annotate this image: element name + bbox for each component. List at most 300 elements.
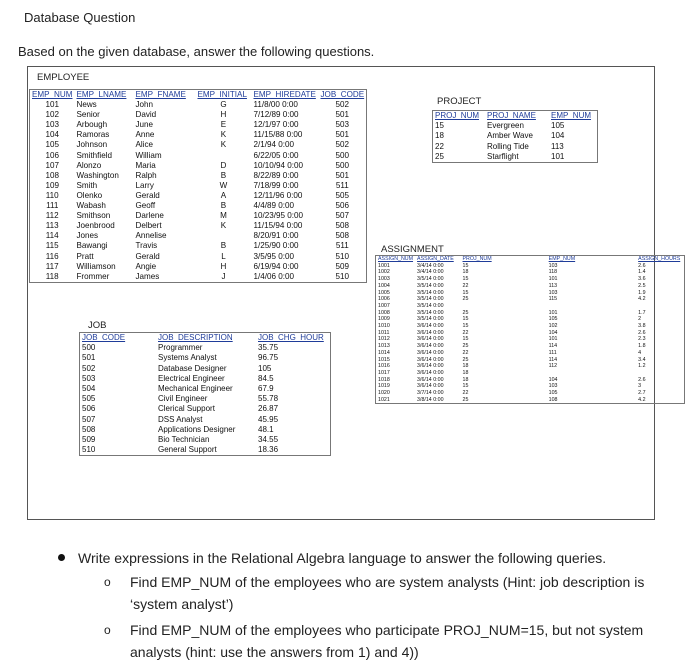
table-cell: Ralph <box>135 170 157 180</box>
table-cell: 1005 <box>378 289 390 296</box>
table-cell: 504 <box>82 384 96 394</box>
table-cell: 2.6 <box>638 262 646 269</box>
column-header: EMP_INITIAL <box>197 90 247 99</box>
table-cell: 2.6 <box>638 329 646 336</box>
table-cell: 1004 <box>378 282 390 289</box>
table-cell: 3/5/95 0:00 <box>253 251 294 261</box>
table-row <box>376 330 685 337</box>
table-cell: 25 <box>462 356 469 363</box>
table-cell: 3/6/14 0:00 <box>417 349 444 356</box>
table-cell: 48.1 <box>258 424 274 434</box>
table-cell: 114 <box>45 231 59 241</box>
table-cell: 110 <box>45 190 59 200</box>
table-cell: 3/8/14 0:00 <box>417 396 444 403</box>
column-header: ASSIGN_DATE <box>417 256 454 262</box>
table-row <box>80 374 331 384</box>
table-row <box>30 161 367 171</box>
table-row <box>433 131 598 141</box>
table-cell: 1001 <box>378 262 390 269</box>
table-cell: 15 <box>462 336 469 343</box>
table-cell: Olenko <box>76 190 103 200</box>
table-cell: 1009 <box>378 316 390 323</box>
sub-bullet-icon: o <box>104 623 111 637</box>
table-cell: J <box>221 271 226 281</box>
table-row <box>376 323 685 330</box>
table-row <box>376 316 685 323</box>
table-row <box>376 383 685 390</box>
table-cell: 2.6 <box>638 376 646 383</box>
table-row <box>376 397 685 404</box>
column-header: EMP_LNAME <box>76 90 127 99</box>
table-cell: 18 <box>462 269 469 276</box>
table-row <box>80 404 331 414</box>
table-cell: 26.87 <box>258 404 279 414</box>
table-cell: 3/6/14 0:00 <box>417 343 444 350</box>
table-cell: Bio Technician <box>158 435 210 445</box>
question-2-line-2: analysts (hint: use the answers from 1) and 4)) <box>130 644 419 660</box>
table-row <box>30 151 367 161</box>
table-cell: 1/4/06 0:00 <box>253 271 294 281</box>
question-2-line-1: Find EMP_NUM of the employees who participate PROJ_NUM=15, but not system <box>130 622 644 638</box>
table-cell: K <box>220 140 227 150</box>
table-cell: G <box>220 100 227 110</box>
table-cell: 2.5 <box>638 282 646 289</box>
table-cell: Alice <box>135 140 154 150</box>
table-cell: 105 <box>551 121 565 131</box>
table-cell: 511 <box>335 241 349 251</box>
table-cell: 113 <box>548 282 558 289</box>
table-cell: 105 <box>45 140 59 150</box>
table-cell: 2.7 <box>638 390 646 397</box>
table-cell: 3/6/14 0:00 <box>417 363 444 370</box>
table-cell: Programmer <box>158 343 203 353</box>
table-cell: 15 <box>462 276 469 283</box>
project-table <box>432 110 598 163</box>
column-header: EMP_NUM <box>548 256 576 262</box>
question-1-line-1: Find EMP_NUM of the employees who are system analysts (Hint: job description is <box>130 574 645 590</box>
table-cell: 101 <box>548 309 558 316</box>
table-cell: 18.36 <box>258 445 279 455</box>
table-cell: 3/6/14 0:00 <box>417 356 444 363</box>
table-cell: Senior <box>76 110 100 120</box>
table-cell: 3/5/14 0:00 <box>417 302 444 309</box>
table-cell: 501 <box>335 110 350 120</box>
table-cell: 108 <box>548 396 558 403</box>
table-cell: 12/11/96 0:00 <box>253 190 303 200</box>
table-cell: 3 <box>638 383 642 390</box>
table-cell: 18 <box>462 369 469 376</box>
column-header: EMP_NUM <box>32 90 73 99</box>
table-cell: 2/1/94 0:00 <box>253 140 294 150</box>
table-row <box>80 425 331 435</box>
table-row <box>30 100 367 110</box>
table-row <box>80 364 331 374</box>
table-cell: Applications Designer <box>158 424 236 434</box>
table-cell: Starflight <box>487 151 519 161</box>
table-cell: 506 <box>335 201 350 211</box>
table-cell: 18 <box>462 376 469 383</box>
table-cell: 25 <box>462 343 469 350</box>
table-cell: 106 <box>45 150 59 160</box>
table-cell: News <box>76 100 97 110</box>
table-cell: General Support <box>158 445 217 455</box>
column-header: PROJ_NAME <box>487 111 536 120</box>
table-cell: 7/18/99 0:00 <box>253 180 299 190</box>
table-row <box>80 394 331 404</box>
table-cell: 1011 <box>378 329 390 336</box>
question-main: Write expressions in the Relational Algebra language to answer the following queries. <box>78 550 607 566</box>
column-header: EMP_FNAME <box>135 90 186 99</box>
table-cell: 509 <box>82 435 96 445</box>
table-cell: 1018 <box>378 376 390 383</box>
table-row <box>80 415 331 425</box>
table-row <box>30 231 367 241</box>
table-cell: 1021 <box>378 396 390 403</box>
table-cell: 1014 <box>378 349 390 356</box>
table-cell: Smithfield <box>76 150 113 160</box>
table-cell: 15 <box>435 121 444 131</box>
table-cell: Systems Analyst <box>158 353 217 363</box>
table-cell: Amber Wave <box>487 131 533 141</box>
table-cell: 117 <box>45 261 59 271</box>
table-cell: Darlene <box>135 211 164 221</box>
table-cell: 103 <box>45 120 59 130</box>
table-cell: 1.7 <box>638 309 646 316</box>
table-cell <box>547 370 637 377</box>
table-cell: 503 <box>335 120 350 130</box>
table-cell: Bawangi <box>76 241 108 251</box>
table-cell <box>636 303 684 310</box>
table-cell: 114 <box>548 343 558 350</box>
table-cell: 501 <box>335 130 350 140</box>
table-cell: 34.55 <box>258 435 279 445</box>
table-cell: 7/12/89 0:00 <box>253 110 299 120</box>
table-cell: H <box>220 261 227 271</box>
table-cell: DSS Analyst <box>158 414 203 424</box>
table-cell: 101 <box>548 336 558 343</box>
table-row <box>376 276 685 283</box>
table-row <box>30 110 367 120</box>
table-cell: 1.8 <box>638 343 646 350</box>
table-cell: Clerical Support <box>158 404 215 414</box>
table-cell <box>547 303 637 310</box>
table-cell: 102 <box>548 323 558 330</box>
table-row <box>433 152 598 163</box>
table-cell: 18 <box>462 363 469 370</box>
table-cell: 104 <box>45 130 59 140</box>
question-1-line-2: ‘system analyst’) <box>130 596 234 612</box>
table-cell: 108 <box>45 170 59 180</box>
column-header: ASSIGN_NUM <box>378 256 414 262</box>
table-row <box>376 263 685 270</box>
table-cell: Williamson <box>76 261 116 271</box>
table-cell: 507 <box>335 211 350 221</box>
table-cell: 3/5/14 0:00 <box>417 296 444 303</box>
table-row <box>30 120 367 130</box>
table-cell: 508 <box>335 231 350 241</box>
table-cell: 22 <box>462 390 469 397</box>
table-cell: 55.78 <box>258 394 279 404</box>
table-cell: 1.2 <box>638 363 646 370</box>
table-cell: 22 <box>462 349 469 356</box>
table-cell: 15 <box>462 383 469 390</box>
table-row <box>30 191 367 201</box>
table-cell: Alonzo <box>76 160 102 170</box>
table-cell: 105 <box>548 316 558 323</box>
table-cell: 22 <box>435 141 444 151</box>
table-row <box>30 211 367 221</box>
table-row <box>376 370 685 377</box>
table-cell: Mechanical Engineer <box>158 384 233 394</box>
table-cell: Smith <box>76 180 98 190</box>
table-cell: Civil Engineer <box>158 394 208 404</box>
table-cell: 503 <box>82 373 96 383</box>
table-cell: 111 <box>548 349 557 356</box>
table-cell: 15 <box>462 289 469 296</box>
table-cell: Frommer <box>76 271 110 281</box>
table-cell: 501 <box>335 170 350 180</box>
table-cell: Geoff <box>135 201 156 211</box>
table-cell: 109 <box>45 180 59 190</box>
table-row <box>433 121 598 131</box>
table-cell: 105 <box>548 390 558 397</box>
table-cell: 11/8/00 0:00 <box>253 100 298 110</box>
table-row <box>376 350 685 357</box>
table-cell: 500 <box>82 343 96 353</box>
table-cell: 3/5/14 0:00 <box>417 289 444 296</box>
table-cell: 506 <box>82 404 96 414</box>
table-cell: 15 <box>462 262 469 269</box>
table-cell: 511 <box>335 180 349 190</box>
table-cell: Delbert <box>135 221 162 231</box>
table-cell: 3/6/14 0:00 <box>417 336 444 343</box>
job-table <box>79 332 331 456</box>
table-cell: 84.5 <box>258 373 274 383</box>
table-cell: 1.4 <box>638 269 646 276</box>
table-cell: 112 <box>548 363 558 370</box>
table-cell: L <box>221 251 226 261</box>
table-cell: 1002 <box>378 269 390 276</box>
table-cell: B <box>220 241 227 251</box>
table-cell: 1019 <box>378 383 390 390</box>
table-cell: 3/6/14 0:00 <box>417 323 444 330</box>
table-cell: 501 <box>82 353 96 363</box>
table-cell: 103 <box>548 383 558 390</box>
table-cell: 1013 <box>378 343 390 350</box>
table-row <box>30 181 367 191</box>
table-cell: Johnson <box>76 140 108 150</box>
table-cell: 25 <box>462 296 469 303</box>
table-cell: Washington <box>76 170 119 180</box>
table-cell: D <box>220 160 227 170</box>
table-row <box>376 303 685 310</box>
table-cell: E <box>220 120 227 130</box>
table-cell: Arbough <box>76 120 108 130</box>
table-cell: 2 <box>638 316 642 323</box>
table-cell: 1.9 <box>638 289 646 296</box>
table-cell: John <box>135 100 154 110</box>
table-cell: 111 <box>46 201 59 211</box>
table-cell: 15 <box>462 316 469 323</box>
employee-table <box>29 89 367 283</box>
table-cell: 507 <box>82 414 96 424</box>
table-row <box>376 296 685 303</box>
table-cell: 1016 <box>378 363 390 370</box>
table-cell <box>461 303 547 310</box>
table-cell: 502 <box>82 363 96 373</box>
table-cell: 3.8 <box>638 323 646 330</box>
column-header: JOB_CODE <box>320 90 365 99</box>
table-cell: B <box>220 170 227 180</box>
table-cell: H <box>220 110 227 120</box>
table-cell: 3/4/14 0:00 <box>417 269 444 276</box>
table-cell: 103 <box>548 262 558 269</box>
table-row <box>30 140 367 150</box>
column-header: EMP_NUM <box>551 111 592 120</box>
table-cell: 22 <box>462 329 469 336</box>
table-cell: 25 <box>462 396 469 403</box>
column-header: PROJ_NUM <box>435 111 480 120</box>
table-row <box>80 343 331 353</box>
table-cell <box>195 151 251 161</box>
table-cell: 3/5/14 0:00 <box>417 276 444 283</box>
table-cell: 500 <box>335 160 350 170</box>
table-cell: K <box>220 130 227 140</box>
table-cell: Larry <box>135 180 154 190</box>
table-row <box>30 252 367 262</box>
table-cell: 508 <box>335 221 350 231</box>
table-cell: 6/22/05 0:00 <box>253 150 299 160</box>
table-cell: 11/15/94 0:00 <box>253 221 303 231</box>
table-cell: 502 <box>335 140 350 150</box>
table-cell: 1008 <box>378 309 390 316</box>
table-cell: 114 <box>548 356 558 363</box>
table-cell: 8/20/91 0:00 <box>253 231 299 241</box>
table-cell: 510 <box>82 445 96 455</box>
table-row <box>376 336 685 343</box>
table-cell: Ramoras <box>76 130 110 140</box>
table-cell: 3.4 <box>638 356 646 363</box>
table-cell: 112 <box>45 211 59 221</box>
table-cell: 8/22/89 0:00 <box>253 170 299 180</box>
table-cell: 113 <box>45 221 59 231</box>
table-cell: Database Designer <box>158 363 227 373</box>
table-cell: 4/4/89 0:00 <box>253 201 294 211</box>
table-row <box>30 262 367 272</box>
table-cell: A <box>220 190 227 200</box>
table-cell: 10/10/94 0:00 <box>253 160 303 170</box>
table-cell: 18 <box>435 131 444 141</box>
table-cell: Angie <box>135 261 157 271</box>
table-cell: 104 <box>548 329 558 336</box>
table-cell: 107 <box>45 160 59 170</box>
table-cell: 101 <box>548 276 558 283</box>
table-cell: M <box>220 211 227 221</box>
table-cell: David <box>135 110 157 120</box>
table-cell: Annelise <box>135 231 167 241</box>
column-header: JOB_CHG_HOUR <box>258 333 324 342</box>
assignment-table <box>375 255 685 404</box>
bullet-icon <box>58 554 65 561</box>
table-row <box>80 445 331 456</box>
table-cell: 3/4/14 0:00 <box>417 262 444 269</box>
table-cell: 35.75 <box>258 343 279 353</box>
table-cell: Travis <box>135 241 158 251</box>
table-cell: K <box>220 221 227 231</box>
table-cell: 510 <box>335 271 350 281</box>
table-cell: 508 <box>82 424 96 434</box>
intro-text: Based on the given database, answer the following questions. <box>18 44 375 59</box>
table-cell: 1010 <box>378 323 390 330</box>
table-cell: 10/23/95 0:00 <box>253 211 303 221</box>
table-cell: 2.3 <box>638 336 646 343</box>
table-row <box>80 353 331 363</box>
table-row <box>80 384 331 394</box>
page-title: Database Question <box>24 10 136 25</box>
table-cell: 1012 <box>378 336 390 343</box>
table-cell: 3/6/14 0:00 <box>417 376 444 383</box>
table-cell: 113 <box>551 141 564 151</box>
table-row <box>376 390 685 397</box>
table-cell: 105 <box>258 363 272 373</box>
table-cell: 22 <box>462 282 469 289</box>
table-cell <box>636 370 684 377</box>
column-header: ASSIGN_HOURS <box>638 256 681 262</box>
table-cell: 1007 <box>378 302 390 309</box>
table-cell: 4 <box>638 349 642 356</box>
table-cell: Evergreen <box>487 121 524 131</box>
table-cell: 101 <box>45 100 59 110</box>
column-header: EMP_HIREDATE <box>253 90 316 99</box>
table-cell: 1017 <box>378 369 390 376</box>
table-cell: 4.2 <box>638 296 646 303</box>
table-cell: 25 <box>462 309 469 316</box>
table-cell: 45.95 <box>258 414 279 424</box>
table-cell: 96.75 <box>258 353 279 363</box>
table-cell: Jones <box>76 231 99 241</box>
table-cell: B <box>220 201 227 211</box>
table-cell: 3/5/14 0:00 <box>417 282 444 289</box>
table-cell: 505 <box>82 394 96 404</box>
table-cell: 103 <box>548 289 558 296</box>
table-cell: 6/19/94 0:00 <box>253 261 299 271</box>
table-cell: 1003 <box>378 276 390 283</box>
table-cell: 3/5/14 0:00 <box>417 316 444 323</box>
table-cell: 102 <box>45 110 59 120</box>
table-cell: 1020 <box>378 390 390 397</box>
table-cell: 118 <box>548 269 558 276</box>
table-cell: 118 <box>45 271 59 281</box>
table-cell: Gerald <box>135 190 160 200</box>
table-cell: Joenbrood <box>76 221 115 231</box>
table-row <box>376 357 685 364</box>
table-cell: W <box>219 180 228 190</box>
table-cell: 505 <box>335 190 350 200</box>
table-cell: Wabash <box>76 201 106 211</box>
table-cell: 3.6 <box>638 276 646 283</box>
table-cell: Gerald <box>135 251 160 261</box>
table-cell: 12/1/97 0:00 <box>253 120 299 130</box>
table-cell: Electrical Engineer <box>158 373 225 383</box>
table-row <box>376 283 685 290</box>
table-row <box>376 363 685 370</box>
table-cell: 510 <box>335 251 350 261</box>
table-row <box>433 142 598 152</box>
job-table-label: JOB <box>88 320 107 331</box>
table-cell: 1015 <box>378 356 390 363</box>
table-cell: 3/5/14 0:00 <box>417 309 444 316</box>
table-cell: 3/6/14 0:00 <box>417 369 444 376</box>
